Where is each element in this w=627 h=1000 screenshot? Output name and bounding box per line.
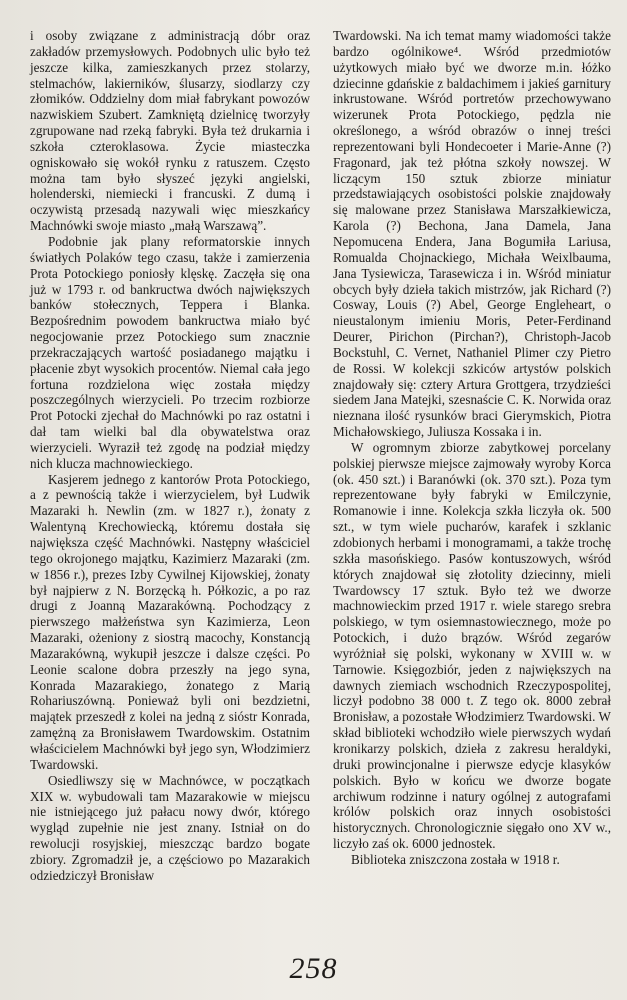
paragraph: Twardowski. Na ich temat mamy wiadomości także bardzo ogólnikowe⁴. Wśród przedmiotów użytkowych miało być we dworze m.in. łóżko dziecinne gdańskie z baldachimem i jakieś garnitury inkrustowane. Wśród portretów przechowywano wizerunek Prota Potockiego, pędzla nie określonego, a wśród obrazów o innej treści reprezentowani byli Hondecoeter i Marie-Anne (?) Fragonard, jak też płótna szkoły nowszej. W liczącym 150 sztuk zbiorze miniatur przedstawiających osobistości polskie znajdowały się malowane przez Stanisława Marszałkiewicza, Karola (?) Bechona, Jana Damela, Jana Nepomucena Endera, Jana Bogumiła Lariusa, Romualda Chojnackiego, Michała Weixlbauma, Jana Tysiewicza, Tarasewicza i in. Wśród miniatur obcych były dzieła takich mistrzów, jak Richard (?) Cosway, Louis (?) Abel, George Engleheart, o nieustalonym imieniu Moris, Peter-Ferdinand Deurer, Pirichon (Pirchan?), Christoph-Jacob Bockstuhl, C. Vernet, Nathaniel Plimer czy Pietro de Rossi. W kolekcji szkiców artystów polskich znajdowały się: cztery Artura Grottgera, trzydzieści siedem Jana Matejki, szesnaście C. K. Norwida oraz nieznana ilość rysunków braci Gierymskich, Piotra Michałowskiego, Juliusza Kossaka i in. (333, 28, 611, 440)
paragraph: Biblioteka zniszczona została w 1918 r. (351, 851, 560, 867)
paragraph: Podobnie jak plany reformatorskie innych światłych Polaków tego czasu, także i zamierzenia Prota Potockiego poniosły klęskę. Zaczęła się ona już w 1793 r. od bankructwa dwóch największych banków stołecznych, Teppera i Blanka. Bezpośrednim powodem bankructwa miało być negocjowanie przez Potockiego sum znacznie przekraczających wartość posiadanego majątku i płacenie zbyt wysokich procentów. Niemal cała jego fortuna rozdzielona więc została między poszczególnych wierzycieli. Po trzecim rozbiorze Prot Potocki zjechał do Machnówki po raz ostatni i dał tam wielki bal dla obywatelstwa oraz wierzycieli. Wyraził też zgodę na podział między nich klucza machnowieckiego. (30, 233, 310, 471)
paragraph: i osoby związane z administracją dóbr oraz zakładów przemysłowych. Podobnych ulic było też jeszcze kilka, zamieszkanych przez stolarzy, stelmachów, lakierników, ślusarzy, siodlarzy czy złomików. Oddzielny dom miał fabrykant powozów nazwiskiem Szubert. Zamkniętą dzielnicę tworzyły zgrupowane nad rzeką fabryki. Była też drukarnia i szkoła czteroklasowa. Życie miasteczka ogniskowało się wokół rynku z ratuszem. Często można tam było słyszeć języki angielski, holenderski, niemiecki i francuski. Z dumą i oczywistą przesadą nazywali więc mieszkańcy Machnówki swoje miasto „małą Warszawą”. (30, 28, 310, 234)
page-number: 258 (289, 952, 338, 985)
paragraph: Kasjerem jednego z kantorów Prota Potockiego, a z pewnością także i wierzycielem, był Ludwik Mazaraki h. Newlin (zm. w 1827 r.), żonaty z Walentyną Krechowiecką, któremu dostała się największa część Machnówki. Następny właściciel tego okrojonego majątku, Kazimierz Mazaraki (zm. w 1856 r.), prezes Izby Cywilnej Kijowskiej, żonaty był najpierw z N. Borzęcką h. Półkozic, a po raz drugi z Joanną Mazarakówną. Pochodzący z pierwszego małżeństwa syn Kazimierza, Leon Mazaraki, ożeniony z siostrą macochy, Konstancją Mazarakówną, wykupił jeszcze i dalsze części. Po Leonie scalone dobra przeszły na jego syna, Konrada Mazarakiego, żonatego z Marią Rohariuszówną. Ponieważ byli oni bezdzietni, majątek przeszedł z kolei na jedną z sióstr Konrada, zamężną za Bronisławem Twardowskim. Ostatnim właścicielem Machnówki był jego syn, Włodzimierz Twardowski. (30, 471, 310, 772)
paragraph: W ogromnym zbiorze zabytkowej porcelany polskiej pierwsze miejsce zajmowały wyroby Korca (ok. 450 szt.) i Baranówki (ok. 370 szt.). Poza tym reprezentowane były fabryki w Emilczynie, Romanowie i inne. Kolekcja szkła liczyła ok. 500 szt., w tym wiele pucharów, karafek i szklanic zdobionych herbami i monogramami, a także trochę szkła masońskiego. Pasów kontuszowych, wśród których znajdował się złotolity dziecinny, mieli Twardowscy 17 sztuk. Było też we dworze machnowieckim przed 1917 r. wiele starego srebra polskiego, w tym osiemnastowiecznego, może po Potockich, i dużo brązów. Wśród zegarów wyróżniał się polski, wykonany w XVIII w. w Tarnowie. Księgozbiór, jeden z największych na dawnych ziemiach wschodnich Rzeczypospolitej, liczył podobno 38 000 t. Z tego ok. 8000 zebrał Bronisław, a pozostałe Włodzimierz Twardowski. W skład biblioteki wchodziło wiele pierwszych wydań kronikarzy polskich, dzieła z zakresu heraldyki, druki prowincjonalne i pierwsze edycje klasyków polskich. Było w końcu we dworze bogate archiwum rodzinne i natury ogólnej z autografami królów polskich oraz innych osobistości historycznych. Chronologicznie sięgało ono XV w., liczyło zaś ok. 6000 jednostek. (333, 439, 611, 852)
right-text-column (333, 28, 611, 868)
paragraph: Osiedliwszy się w Machnówce, w początkach XIX w. wybudowali tam Mazarakowie w miejscu nie istniejącego już pałacu nowy dwór, którego wygląd zupełnie nie jest znany. Istniał on do rewolucji rosyjskiej, mieszcząc bardzo bogate zbiory. Zgromadził je, a częściowo po Mazarakich odziedziczył Bronisław (30, 772, 310, 883)
left-text-column (30, 28, 310, 884)
